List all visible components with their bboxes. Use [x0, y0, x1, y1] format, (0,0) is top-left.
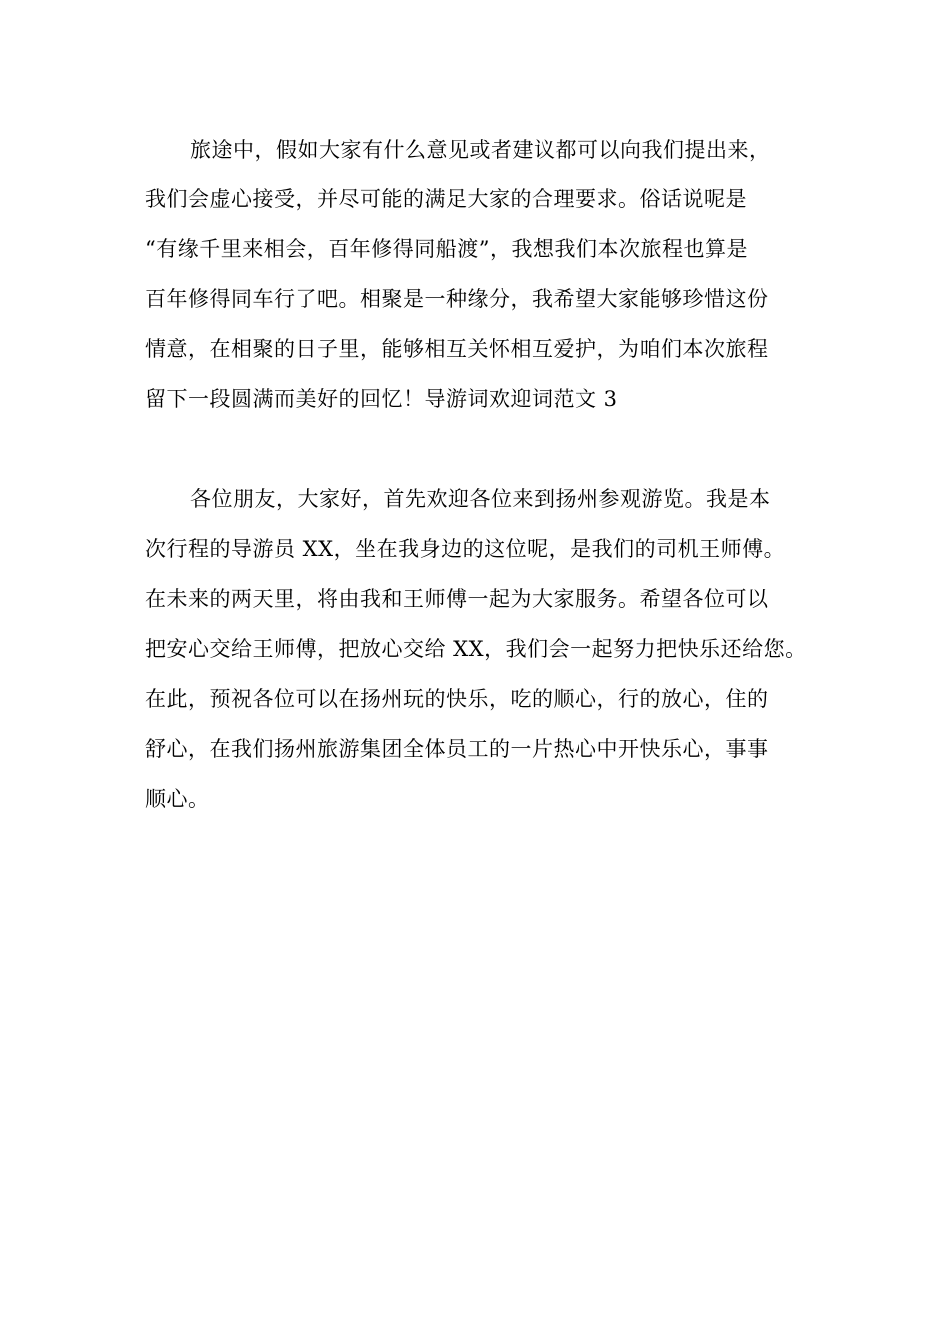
paragraph-1-line-6: 留下一段圆满而美好的回忆！导游词欢迎词范文 3 — [145, 387, 618, 411]
paragraph-2-line-7: 顺心。 — [145, 787, 210, 811]
paragraph-2-line-4: 把安心交给王师傅，把放心交给 XX，我们会一起努力把快乐还给您。 — [145, 637, 807, 661]
paragraph-1-line-3: “有缘千里来相会，百年修得同船渡”，我想我们本次旅程也算是 — [145, 237, 748, 261]
paragraph-2-line-1: 各位朋友，大家好，首先欢迎各位来到扬州参观游览。我是本 — [190, 487, 771, 511]
paragraph-2-line-2: 次行程的导游员 XX，坐在我身边的这位呢，是我们的司机王师傅。 — [145, 537, 786, 561]
paragraph-2-line-5: 在此，预祝各位可以在扬州玩的快乐，吃的顺心，行的放心，住的 — [145, 687, 769, 711]
paragraph-1-line-5: 情意，在相聚的日子里，能够相互关怀相互爱护，为咱们本次旅程 — [145, 337, 769, 361]
paragraph-1-line-4: 百年修得同车行了吧。相聚是一种缘分，我希望大家能够珍惜这份 — [145, 287, 769, 311]
paragraph-2-line-3: 在未来的两天里，将由我和王师傅一起为大家服务。希望各位可以 — [145, 587, 769, 611]
paragraph-2-line-6: 舒心，在我们扬州旅游集团全体员工的一片热心中开快乐心，事事 — [145, 737, 769, 761]
paragraph-1-line-1: 旅途中，假如大家有什么意见或者建议都可以向我们提出来， — [190, 138, 771, 162]
paragraph-1-line-2: 我们会虚心接受，并尽可能的满足大家的合理要求。俗话说呢是 — [145, 187, 747, 211]
